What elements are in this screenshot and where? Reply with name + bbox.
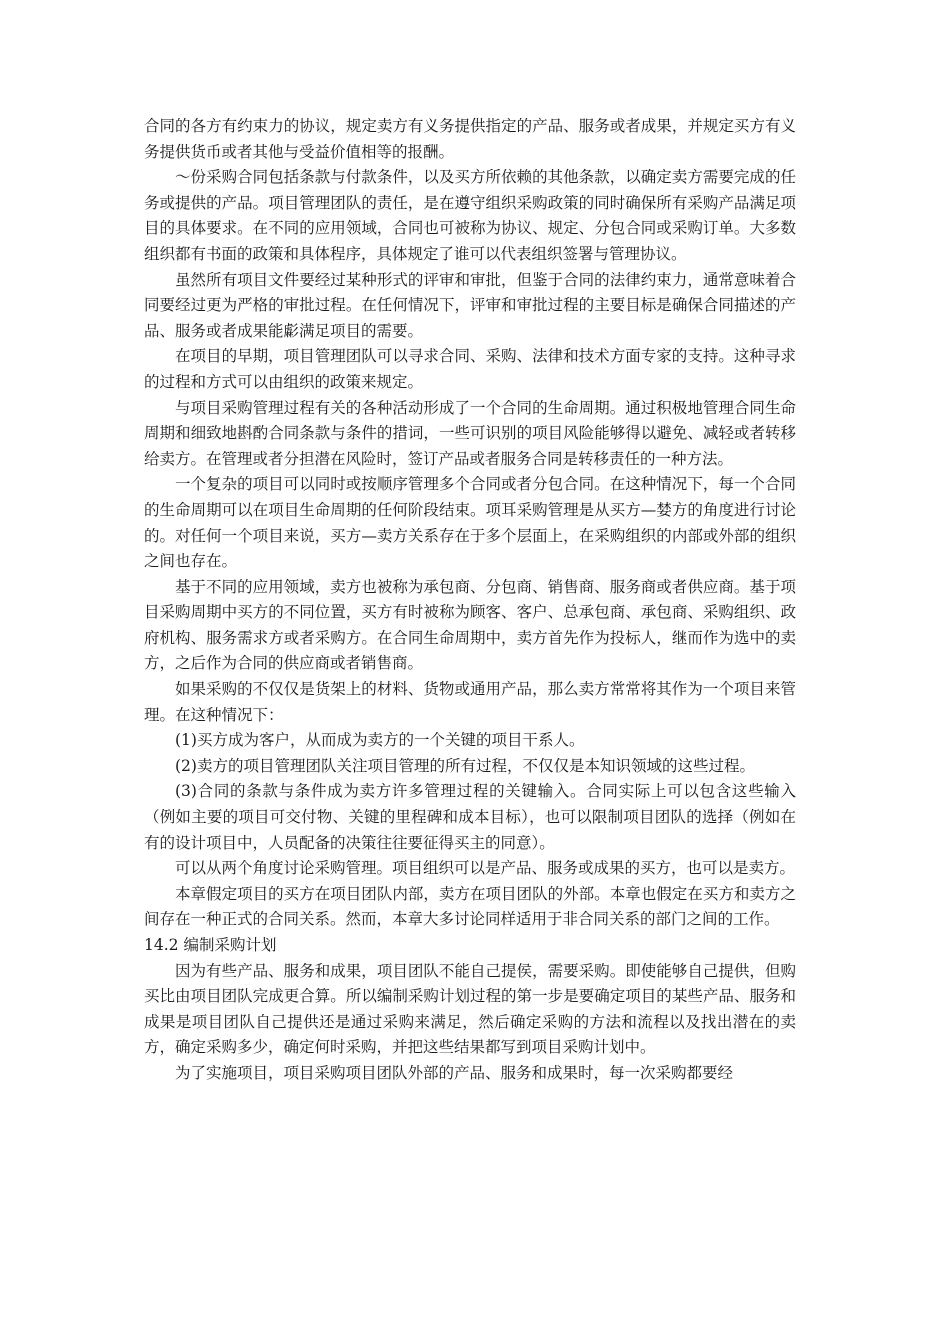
paragraph-contract-lifecycle: 与项目采购管理过程有关的各种活动形成了一个合同的生命周期。通过积极地管理合同生命周期和细致地斟酌合同条款与条件的措词，一些可识别的项目风险能够得以避免、减轻或者转移给卖方。在管理或者分担潜在风险时，签订产品或者服务合同是转移责任的一种方法。 (144, 398, 796, 468)
document-body (144, 114, 796, 1087)
list-item-1: (1)买方成为客户，从而成为卖方的一个关键的项目干系人。 (175, 731, 585, 750)
paragraph-contract-terms: ～份采购合同包括条款与付款条件，以及买方所依赖的其他条款，以确定卖方需要完成的任务或提供的产品。项目管理团队的责任，是在遵守组织采购政策的同时确保所有采购产品满足项目的具体要求。在不同的应用领域，合同也可被称为协议、规定、分包合同或采购订单。大多数组织都有书面的政策和具体程序，具体规定了谁可以代表组织签署与管理协议。 (144, 168, 796, 263)
paragraph-multiple-contracts: 一个复杂的项目可以同时或按顺序管理多个合同或者分包合同。在这种情况下，每一个合同的生命周期可以在项目生命周期的任何阶段结束。项耳采购管理是从买方—婪方的角度进行讨论的。对任何一个项目来说，买方—卖方关系存在于多个层面上，在采购组织的内部或外部的组织之间也存在。 (144, 475, 796, 571)
list-item-3: (3)合同的条款与条件成为卖方许多管理过程的关键输入。合同实际上可以包含这些输入（例如主要的项目可交付物、关键的里程碑和成本目标），也可以限制项目团队的选择（例如在有的设计项目中，人员配备的决策往往要征得买主的同意）。 (144, 782, 796, 852)
paragraph-procurement-planning: 因为有些产品、服务和成果，项目团队不能自己提侯，需要采购。即使能够自己提供，但购买比由项目团队完成更合算。所以编制采购计划过程的第一步是要确定项目的某些产品、服务和成果是项目团队自己提供还是通过采购来满足，然后确定采购的方法和流程以及找出潜在的卖方，确定采购多少，确定何时采购，并把这些结果都写到项目采购计划中。 (144, 961, 796, 1057)
paragraph-review-approval: 虽然所有项目文件要经过某种形式的评审和审批，但鉴于合同的法律约束力，通常意味着合同要经过更为严格的审批过程。在任何情况下，评审和审批过程的主要目标是确保合同描述的产品、服务或者成果能虨满足项目的需要。 (144, 270, 796, 340)
list-item-2: (2)卖方的项目管理团队关注项目管理的所有过程，不仅仅是本知识领域的这些过程。 (175, 756, 755, 775)
section-heading: 14.2 编制采购计划 (144, 936, 277, 954)
paragraph-chapter-assumptions: 本章假定项目的买方在项目团队内部，卖方在项目团队的外部。本章也假定在买方和卖方之间存在一种正式的合同关系。然而，本章大多讨论同样适用于非合同关系的部门之间的工作。 (144, 884, 796, 929)
paragraph-implementation: 为了实施项目，项目采购项目团队外部的产品、服务和成果时，每一次采购都要经 (175, 1063, 734, 1082)
paragraph-expert-support: 在项目的早期，项目管理团队可以寻求合同、采购、法律和技术方面专家的支持。这种寻求的过程和方式可以由组织的政策来规定。 (144, 347, 796, 391)
paragraph-seller-as-project: 如果采购的不仅仅是货架上的材料、货物或通用产品，那么卖方常常将其作为一个项目来管理。在这种情况下： (144, 680, 796, 724)
paragraph-seller-names: 基于不同的应用领域，卖方也被称为承包商、分包商、销售商、服务商或者供应商。基于项目采购周期中买方的不同位置，买方有时被称为顾客、客户、总承包商、承包商、采购组织、政府机构、服务需求方或者采购方。在合同生命周期中，卖方首先作为投标人，继而作为选中的卖方，之后作为合同的供应商或者销售商。 (144, 577, 796, 673)
paragraph-two-perspectives: 可以从两个角度讨论采购管理。项目组织可以是产品、服务或成果的买方，也可以是卖方。 (175, 859, 796, 878)
paragraph-contract-definition: 合同的各方有约束力的协议，规定卖方有义务提供指定的产品、服务或者成果，并规定买方有义务提供货币或者其他与受益价值相等的报酬。 (144, 117, 796, 161)
